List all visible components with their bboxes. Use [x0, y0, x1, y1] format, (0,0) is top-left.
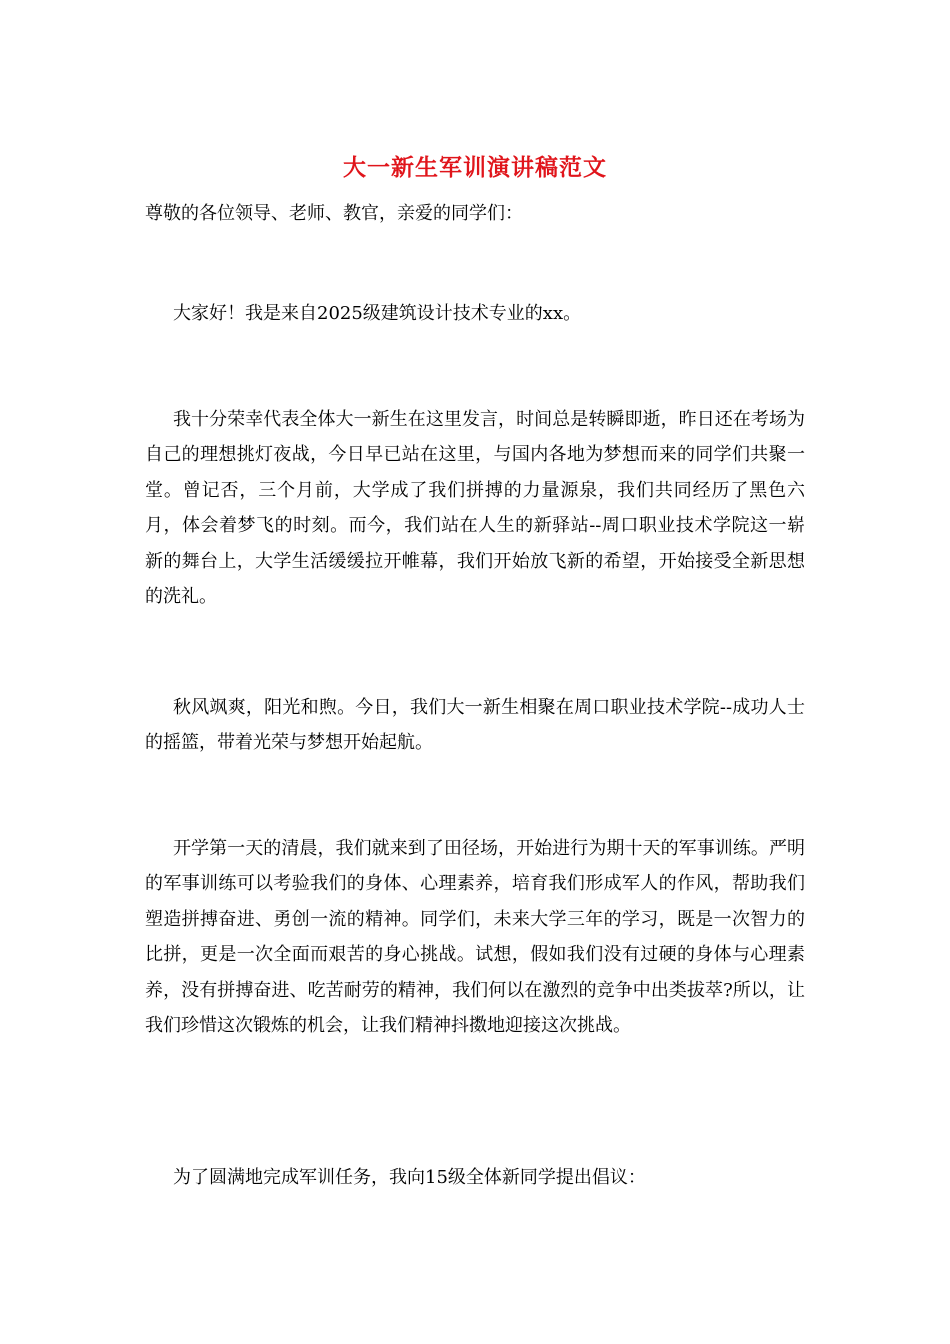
paragraph-intro: 大家好！我是来自2025级建筑设计技术专业的xx。 — [173, 303, 582, 324]
document-title: 大一新生军训演讲稿范文 — [343, 154, 607, 181]
paragraph-training: 开学第一天的清晨，我们就来到了田径场，开始进行为期十天的军事训练。严明的军事训练可以考验我们的身体、心理素养，培育我们形成军人的作风，帮助我们塑造拼搏奋进、勇创一流的精神。同学们，未来大学三年的学习，既是一次智力的比拼，更是一次全面而艰苦的身心挑战。试想，假如我们没有过硬的身体与心理素养，没有拼搏奋进、吃苦耐劳的精神，我们何以在激烈的竞争中出类拔萃?所以，让我们珍惜这次锻炼的机会，让我们精神抖擞地迎接这次挑战。 — [145, 838, 805, 1037]
paragraph-proposal: 为了圆满地完成军训任务，我向15级全体新同学提出倡议： — [173, 1167, 646, 1188]
paragraph-autumn: 秋风飒爽，阳光和煦。今日，我们大一新生相聚在周口职业技术学院--成功人士的摇篮，带着光荣与梦想开始起航。 — [145, 697, 805, 754]
paragraph-honor: 我十分荣幸代表全体大一新生在这里发言，时间总是转瞬即逝，昨日还在考场为自己的理想挑灯夜战，今日早已站在这里，与国内各地为梦想而来的同学们共聚一堂。曾记否，三个月前，大学成了我们拼搏的力量源泉，我们共同经历了黑色六月，体会着梦飞的时刻。而今，我们站在人生的新驿站--周口职业技术学院这一崭新的舞台上，大学生活缓缓拉开帷幕，我们开始放飞新的希望，开始接受全新思想的洗礼。 — [145, 409, 805, 608]
greeting-line: 尊敬的各位领导、老师、教官，亲爱的同学们： — [145, 203, 523, 224]
